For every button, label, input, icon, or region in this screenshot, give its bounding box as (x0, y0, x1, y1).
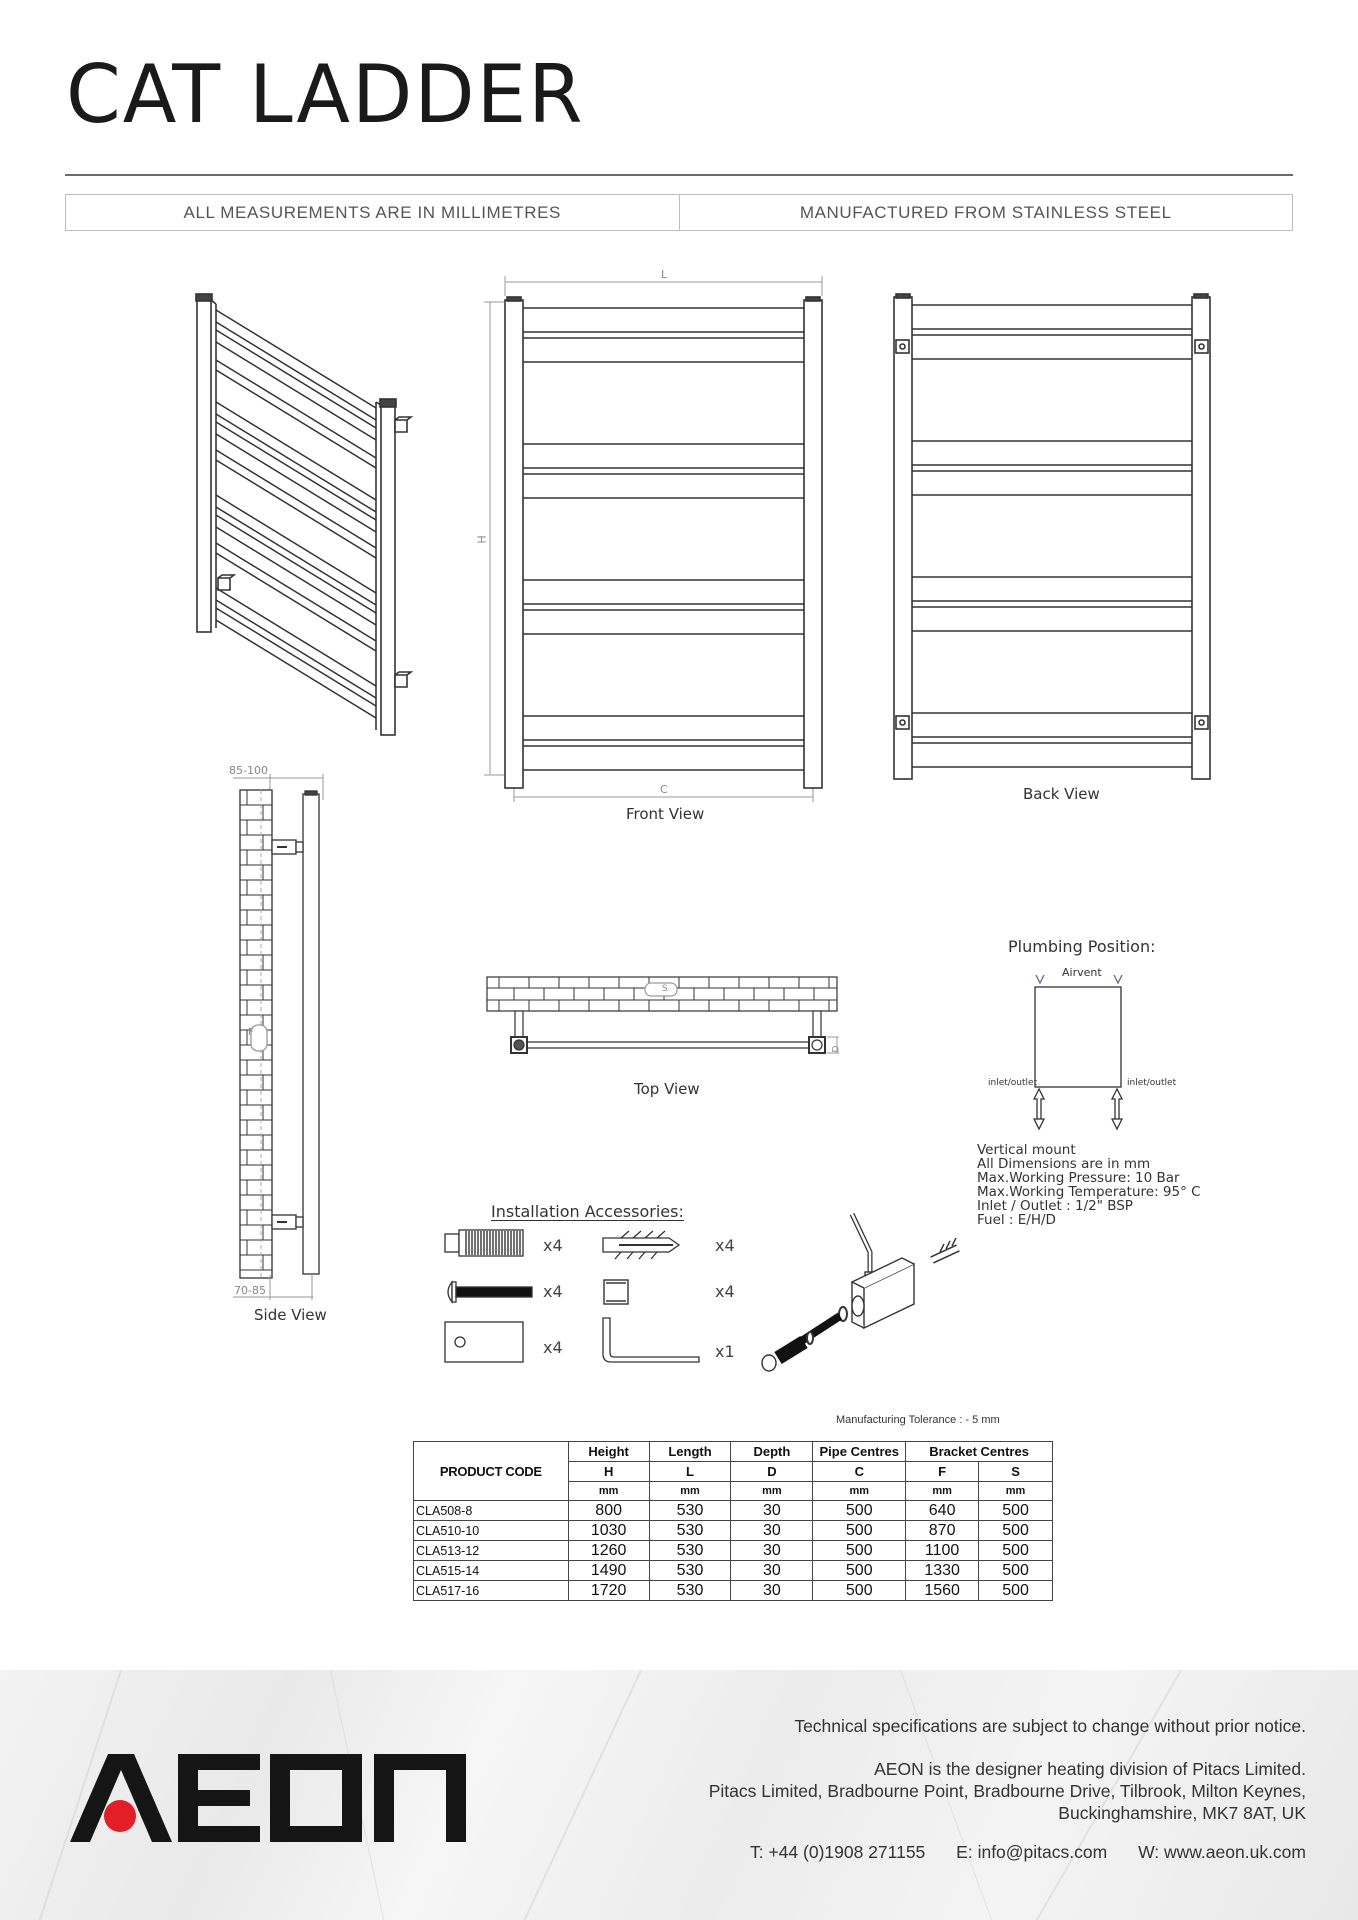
column-unit: mm (731, 1482, 813, 1501)
cell: 30 (731, 1581, 813, 1601)
footer (0, 1670, 1358, 1920)
column-letter: H (568, 1462, 649, 1482)
cell: 500 (813, 1501, 906, 1521)
accessories-title: Installation Accessories: (491, 1202, 684, 1221)
phone-number[interactable]: T: +44 (0)1908 271155 (749, 1842, 926, 1862)
spec-line: Inlet / Outlet : 1/2" BSP (977, 1198, 1133, 1214)
email-link[interactable]: E: info@pitacs.com (956, 1842, 1108, 1862)
address-line-2: Buckinghamshire, MK7 8AT, UK (1058, 1803, 1306, 1823)
side-view-label: Side View (254, 1306, 327, 1324)
column-group-header: Height (568, 1442, 649, 1462)
top-view-label: Top View (634, 1080, 700, 1098)
accessory-qty: x4 (543, 1282, 563, 1301)
column-unit: mm (979, 1482, 1053, 1501)
info-bar (65, 194, 1293, 231)
back-view-label: Back View (1023, 785, 1100, 803)
spec-table (413, 1441, 1053, 1601)
column-unit: mm (649, 1482, 731, 1501)
side-dim-bottom-label: 70-85 (234, 1284, 266, 1297)
contact-details (750, 1842, 1306, 1863)
inlet-left-label: inlet/outlet (988, 1078, 1038, 1088)
column-group-header: Bracket Centres (906, 1442, 1053, 1462)
table-row (414, 1561, 1053, 1581)
product-code-header: PRODUCT CODE (414, 1442, 569, 1501)
accessory-qty: x4 (543, 1236, 563, 1255)
inlet-right-label: inlet/outlet (1127, 1078, 1177, 1088)
table-row (414, 1581, 1053, 1601)
table-row (414, 1501, 1053, 1521)
bracket-sleeve-icon (444, 1228, 526, 1258)
page-title: CAT LADDER (66, 48, 585, 141)
measurement-note: ALL MEASUREMENTS ARE IN MILLIMETRES (183, 202, 561, 222)
cell: 500 (813, 1541, 906, 1561)
cell: 500 (813, 1581, 906, 1601)
screw-icon (444, 1280, 534, 1304)
column-letter: D (731, 1462, 813, 1482)
column-group-header: Pipe Centres (813, 1442, 906, 1462)
title-divider (65, 174, 1293, 176)
spacer-plate-icon (443, 1320, 527, 1364)
column-letter: C (813, 1462, 906, 1482)
dim-C-label: C (660, 783, 668, 796)
cell: 530 (649, 1521, 731, 1541)
cell: 500 (979, 1521, 1053, 1541)
cell: 30 (731, 1561, 813, 1581)
cell: 1100 (906, 1541, 979, 1561)
cell: 30 (731, 1501, 813, 1521)
side-dim-F-label: F (248, 1027, 254, 1038)
column-unit: mm (568, 1482, 649, 1501)
dim-L-label: L (661, 268, 668, 281)
cell: 1030 (568, 1521, 649, 1541)
cell: 800 (568, 1501, 649, 1521)
top-dim-D-label: D (831, 1045, 842, 1053)
bracket-assembly-icon (752, 1208, 972, 1373)
division-statement: AEON is the designer heating division of Pitacs Limited. (874, 1759, 1306, 1779)
plumbing-title: Plumbing Position: (1008, 937, 1156, 956)
accessory-qty: x4 (543, 1338, 563, 1357)
cell: 500 (813, 1521, 906, 1541)
wall-plug-icon (601, 1230, 683, 1260)
column-letter: L (649, 1462, 731, 1482)
spec-line: Max.Working Temperature: 95° C (977, 1184, 1201, 1200)
spec-line: Max.Working Pressure: 10 Bar (977, 1170, 1180, 1186)
table-row (414, 1521, 1053, 1541)
column-unit: mm (813, 1482, 906, 1501)
column-group-header: Length (649, 1442, 731, 1462)
cell: 30 (731, 1521, 813, 1541)
cell: 530 (649, 1501, 731, 1521)
column-letter: F (906, 1462, 979, 1482)
accessory-qty: x4 (715, 1236, 735, 1255)
cell: 530 (649, 1541, 731, 1561)
front-view-label: Front View (626, 805, 705, 823)
cell: 500 (979, 1541, 1053, 1561)
cell: 530 (649, 1581, 731, 1601)
cell: 1560 (906, 1581, 979, 1601)
cell: 1490 (568, 1561, 649, 1581)
top-view-drawing (485, 975, 855, 1065)
product-code: CLA513-12 (414, 1541, 569, 1561)
spec-line: Vertical mount (977, 1142, 1076, 1158)
table-row (414, 1541, 1053, 1561)
column-unit: mm (906, 1482, 979, 1501)
column-letter: S (979, 1462, 1053, 1482)
plumbing-diagram (1030, 975, 1130, 1135)
back-view-drawing (890, 290, 1220, 790)
cell: 30 (731, 1541, 813, 1561)
side-view-drawing (225, 770, 335, 1300)
front-view-drawing (480, 270, 840, 810)
tolerance-note: Manufacturing Tolerance : - 5 mm (836, 1414, 1000, 1426)
cell: 500 (979, 1581, 1053, 1601)
side-dim-top-label: 85-100 (229, 764, 268, 777)
dim-H-label: H (475, 535, 489, 544)
cell: 500 (813, 1561, 906, 1581)
spec-line: Fuel : E/H/D (977, 1212, 1056, 1228)
cell: 1720 (568, 1581, 649, 1601)
cell: 1330 (906, 1561, 979, 1581)
airvent-label: Airvent (1062, 966, 1102, 979)
cell: 500 (979, 1561, 1053, 1581)
cell: 870 (906, 1521, 979, 1541)
cell: 530 (649, 1561, 731, 1581)
cell: 500 (979, 1501, 1053, 1521)
accessory-qty: x4 (715, 1282, 735, 1301)
product-code: CLA517-16 (414, 1581, 569, 1601)
material-note: MANUFACTURED FROM STAINLESS STEEL (679, 195, 1293, 230)
product-code: CLA508-8 (414, 1501, 569, 1521)
aeon-logo (70, 1752, 470, 1844)
address-line-1: Pitacs Limited, Bradbourne Point, Bradbourne Drive, Tilbrook, Milton Keynes, (708, 1781, 1306, 1801)
top-dim-S-label: S (662, 984, 668, 994)
plumbing-specs (977, 1143, 1201, 1227)
cap-icon (602, 1278, 630, 1306)
product-code: CLA515-14 (414, 1561, 569, 1581)
spec-notice: Technical specifications are subject to change without prior notice. (794, 1716, 1306, 1736)
towel-rail-isometric-icon (190, 290, 420, 740)
accessory-qty: x1 (715, 1342, 735, 1361)
spec-line: All Dimensions are in mm (977, 1156, 1151, 1172)
allen-key-icon (600, 1316, 702, 1366)
column-group-header: Depth (731, 1442, 813, 1462)
website-link[interactable]: W: www.aeon.uk.com (1138, 1842, 1306, 1862)
cell: 1260 (568, 1541, 649, 1561)
product-code: CLA510-10 (414, 1521, 569, 1541)
cell: 640 (906, 1501, 979, 1521)
